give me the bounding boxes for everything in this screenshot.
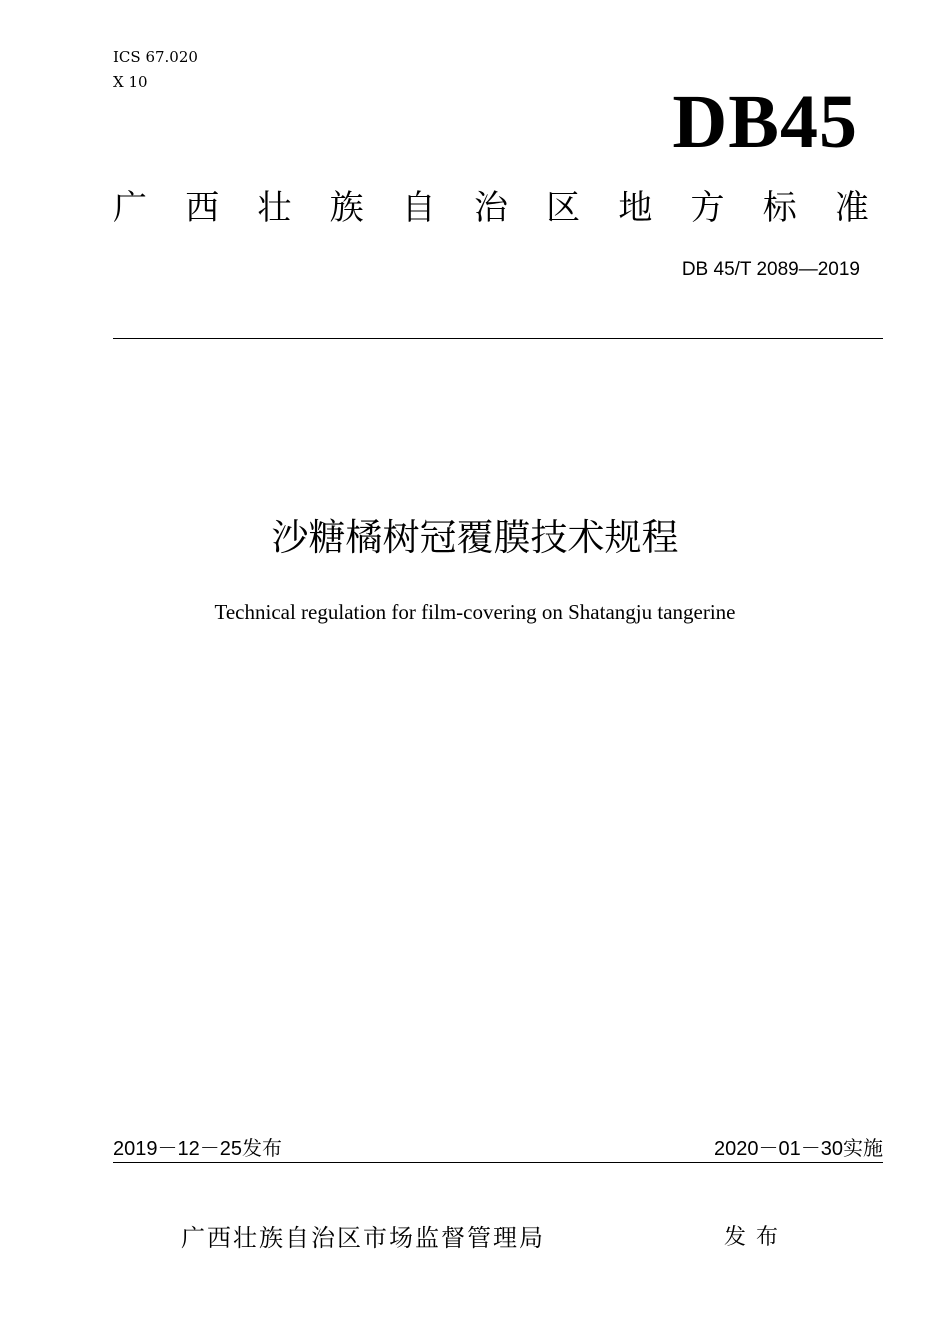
standard-type-char: 广 [113,188,147,228]
standard-type-char: 标 [762,188,797,228]
ics-code: ICS 67.020 [113,48,198,66]
issue-label: 发布 [724,1225,789,1250]
standard-type-char: 族 [329,188,364,228]
standard-type-char: 西 [185,188,220,228]
db45-logo: DB45 [672,80,858,164]
implementation-date: 2020－01－30实施 [714,1138,883,1160]
standard-type-char: 区 [546,188,581,228]
standard-type-char: 治 [473,188,508,228]
chinese-title: 沙糖橘树冠覆膜技术规程 [271,516,679,559]
standard-type-char: 壮 [257,188,292,228]
standard-type-char: 自 [401,188,436,228]
standard-type-char: 准 [834,188,869,228]
standard-type-char: 方 [690,188,725,228]
bottom-divider [113,1162,883,1163]
classification-code: X 10 [113,73,148,91]
issuing-authority: 广西壮族自治区市场监督管理局 [181,1224,545,1252]
english-title: Technical regulation for film-covering on Shatangju tangerine [214,600,736,624]
standard-number: DB 45/T 2089—2019 [681,259,860,280]
issue-date: 2019－12－25发布 [113,1138,282,1160]
top-divider [113,338,883,339]
standard-type-heading [113,188,869,228]
standard-type-char: 地 [618,188,653,228]
